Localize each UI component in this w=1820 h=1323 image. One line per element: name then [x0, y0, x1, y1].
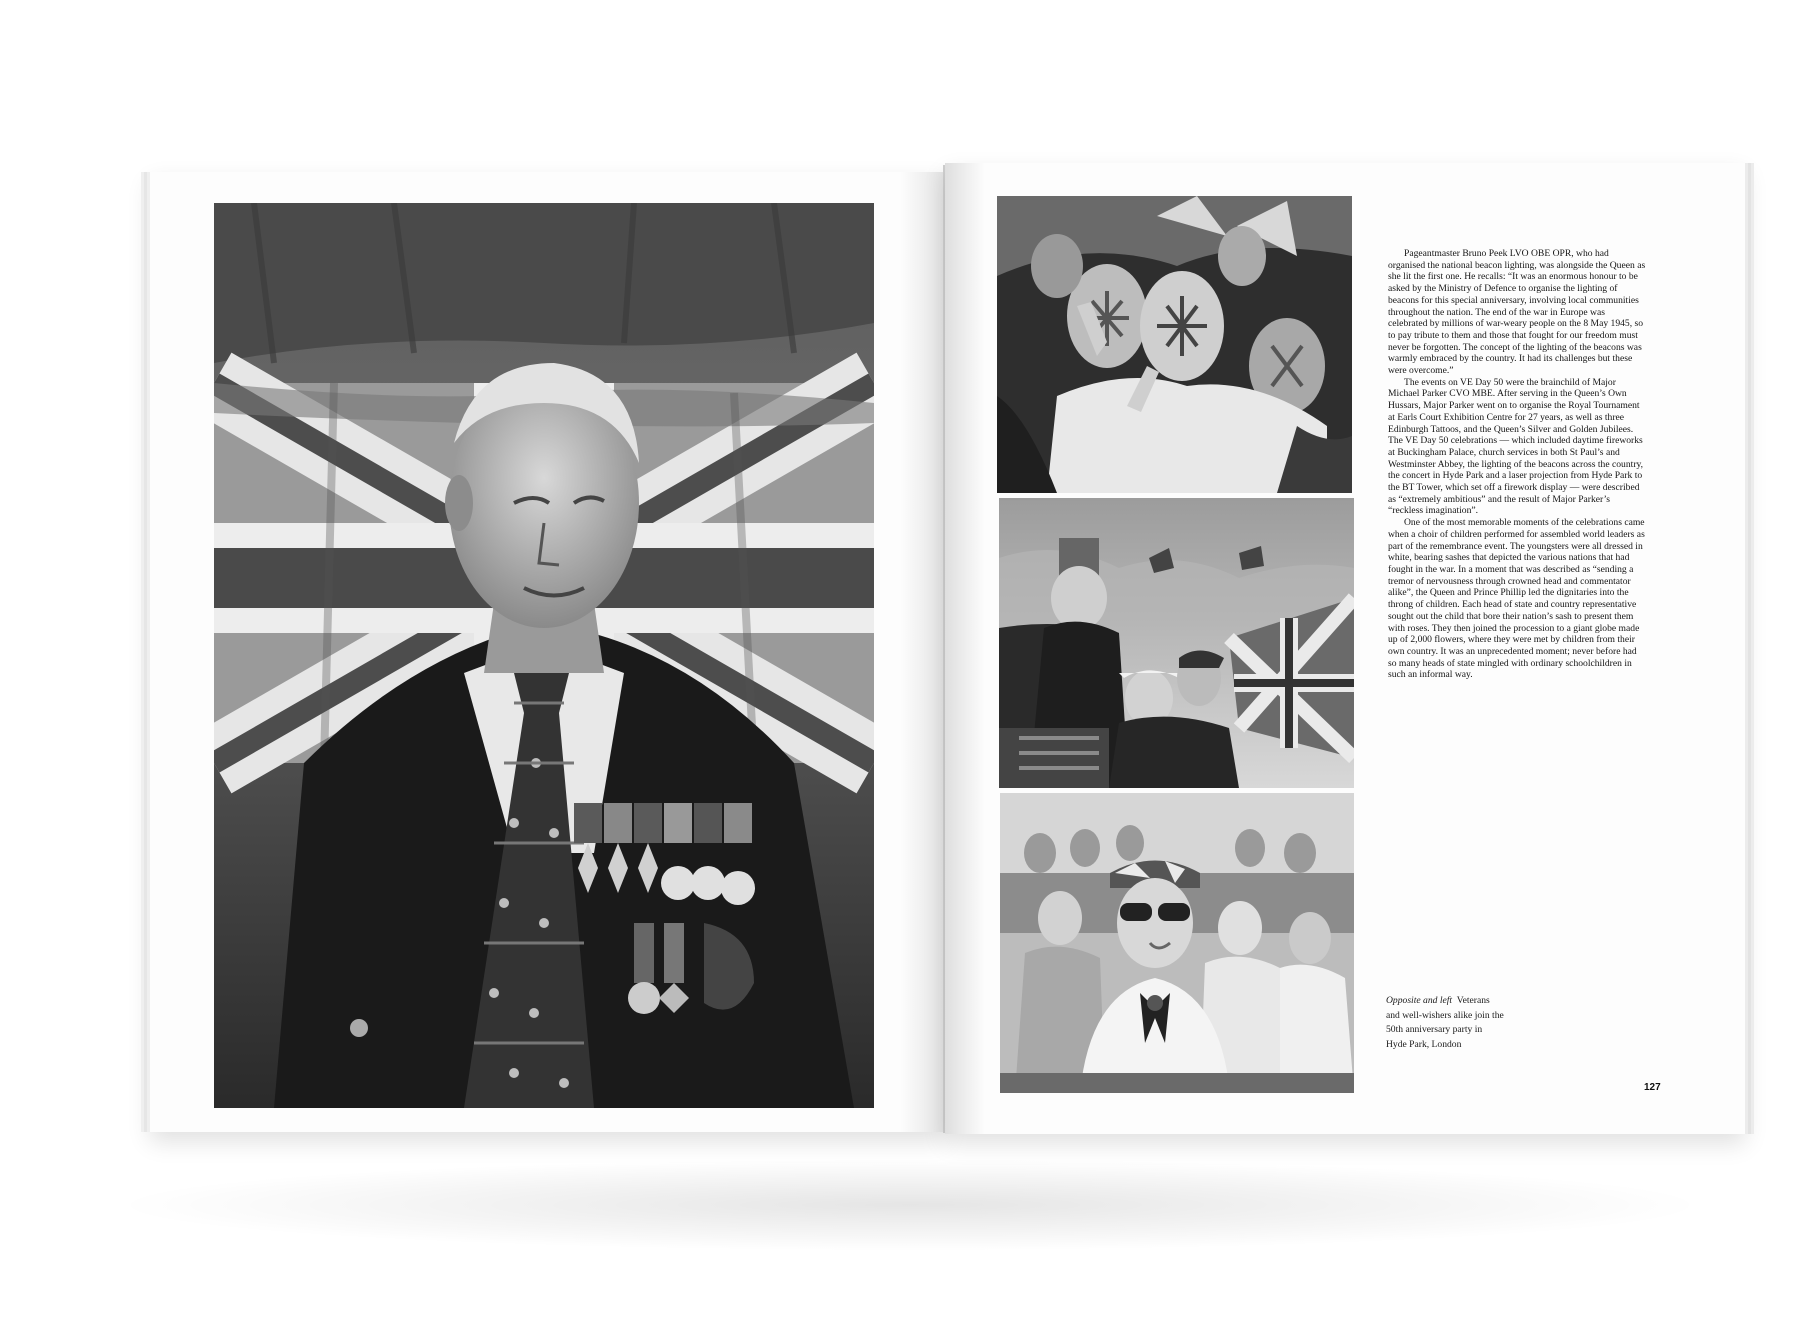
caption-lead: Opposite and left: [1386, 995, 1453, 1006]
body-text: [1388, 248, 1646, 681]
photo-caption: [1386, 994, 1504, 1052]
left-page: [150, 172, 945, 1132]
face-painted-crowd-photo: [997, 196, 1352, 493]
caption-text: Veterans and well-wishers alike join the 50th anniversary party in Hyde Park, London: [1386, 995, 1504, 1050]
flag-waving-crowd-photo: [999, 498, 1354, 788]
seated-veterans-crowd-photo: [1000, 793, 1354, 1093]
body-paragraph: One of the most memorable moments of the celebrations came when a choir of children performed for assembled world leaders as part of the remembrance event. The youngsters were all dressed in white, bearing sashes that depicted the various nations that had fought in the war. In a moment that was described as “sending a tremor of nervousness through crowned head and commentator alike”, the Queen and Prince Phillip led the dignitaries into the throng of children. Each head of state and country representative sought out the child that bore their nation’s sash to present them with roses. They then joined the procession to a giant globe made up of 2,000 flowers, where they were met by children from their own country. It was an unprecedented moment; never before had so many heads of state mingled with ordinary schoolchildren in such an informal way.: [1388, 517, 1645, 681]
right-page: [945, 163, 1745, 1134]
veteran-portrait-photo: [214, 203, 874, 1108]
page-number: 127: [1644, 1082, 1661, 1093]
book-shadow: [130, 1160, 1690, 1250]
body-paragraph: The events on VE Day 50 were the brainchild of Major Michael Parker CVO MBE. After serving in the Queen’s Own Hussars, Major Parker went on to organise the Royal Tournament at Earls Court Exhibition Centre for 27 years, as well as three Edinburgh Tattoos, and the Queen’s Silver and Golden Jubilees. The VE Day 50 celebrations — which included daytime fireworks at Buckingham Palace, church services in both St Paul’s and Westminster Abbey, the lighting of the beacons across the country, the concert in Hyde Park and a laser projection from Hyde Park to the BT Tower, which set off a firework display — were described as “extremely ambitious” and the result of Major Parker’s “reckless imagination”.: [1388, 376, 1644, 517]
body-paragraph: Pageantmaster Bruno Peek LVO OBE OPR, who had organised the national beacon lighting, was alongside the Queen as she lit the first one. He recalls: “It was an enormous honour to be asked by the Ministry of Defence to organise the lighting of beacons for this special anniversary, involving local communities throughout the nation. The end of the war in Europe was celebrated by millions of war-weary people on the 8 May 1945, so to pay tribute to them and those that fought for our freedom must never be forgotten. The concept of the lighting of the beacons was warmly embraced by the country. It had its challenges but these were overcome.”: [1388, 248, 1646, 377]
